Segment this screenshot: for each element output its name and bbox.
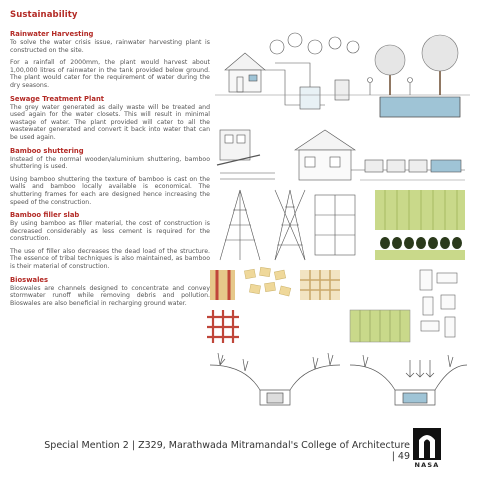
sewage-treatment-illustration xyxy=(215,125,470,190)
section-heading: Sewage Treatment Plant xyxy=(10,94,105,103)
section-bioswales xyxy=(10,276,210,308)
section-paragraph: Using bamboo shuttering the texture of bamboo is cast on the walls and bamboo locally available is economical. The shuttering frames for each are designed hence increasing the speed of the construction. xyxy=(10,175,210,206)
section-sewage-treatment xyxy=(10,95,210,142)
text-column xyxy=(10,30,210,312)
bamboo-filler-slab-illustration xyxy=(205,265,470,345)
section-rainwater-harvesting xyxy=(10,30,210,90)
section-heading: Bamboo shuttering xyxy=(10,146,84,155)
section-paragraph: By using bamboo as filler material, the cost of construction is decreased considerably as less cement is required for the construction. xyxy=(10,220,210,243)
page-title: Sustainability xyxy=(10,10,78,20)
section-bamboo-filler-slab xyxy=(10,211,210,271)
bioswales-illustration xyxy=(205,345,470,420)
section-bamboo-shuttering xyxy=(10,147,210,207)
nasa-logo-icon xyxy=(413,428,441,460)
section-paragraph: For a rainfall of 2000mm, the plant would harvest about 1,00,000 litres of rainwater in the tank provided below ground. The plant would cater for the requirement of water during the dry seasons. xyxy=(10,59,210,89)
section-heading: Bamboo filler slab xyxy=(10,211,80,220)
section-paragraph: To solve the water crisis issue, rainwater harvesting plant is constructed on the site. xyxy=(10,39,210,54)
slab-grid-panel xyxy=(300,270,340,300)
section-heading: Bioswales xyxy=(10,275,49,284)
bamboo-shuttering-illustration xyxy=(215,185,470,265)
section-paragraph: Bioswales are channels designed to concentrate and convey stormwater runoff while removing debris and pollution. Bioswales are also beneficial in recharging ground water. xyxy=(10,284,210,307)
rainwater-harvesting-illustration xyxy=(215,25,470,125)
section-paragraph: The use of filler also decreases the dead load of the structure. The essence of tribal techniques is also maintained, as bamboo is their material of construction. xyxy=(10,247,210,271)
section-paragraph: The grey water generated as daily waste will be treated and used again for the water closets. This will result in minimal wastage of water. The plant provided will cater to all the wastewater generated and convert it back into water that can be used again. xyxy=(10,103,210,141)
bamboo-texture-panel xyxy=(375,190,465,260)
slab-red-grid xyxy=(207,310,239,343)
nasa-logo-text: NASA xyxy=(414,461,440,469)
slab-stripe-panel xyxy=(210,270,235,300)
bamboo-joint-details xyxy=(420,270,457,337)
section-heading: Rainwater Harvesting xyxy=(10,30,94,38)
slab-bamboo-section xyxy=(350,310,410,342)
page-footer: Special Mention 2 | Z329, Marathwada Mitramandal's College of Architecture | 49 xyxy=(44,440,410,462)
section-paragraph: Instead of the normal wooden/aluminium shuttering, bamboo shuttering is used. xyxy=(10,155,210,171)
